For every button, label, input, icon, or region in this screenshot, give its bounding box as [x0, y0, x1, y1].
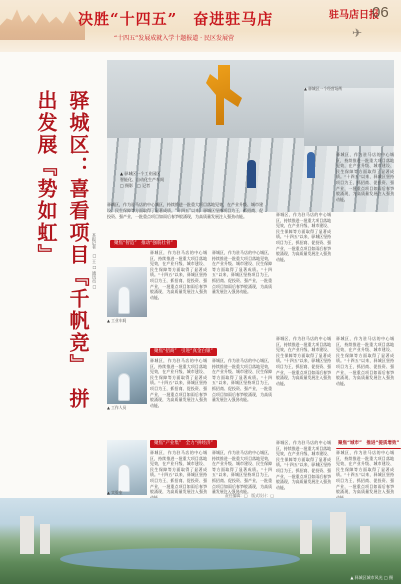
photo-caption: ▲ 实验室 [107, 490, 123, 495]
photo-caption: ▲ 驿城区一个工业园区 智能化、自动化生产车间 □ 摄影 □ 记者 [120, 171, 164, 188]
photo-workers [107, 352, 147, 404]
intro-paragraph: 驿城区，作为驻马店的中心城区，持续推进一批重大项目落地见效，在产业升级、城市建设、民生保障等方面取得了显著成绩。“十四五”以来，驿城区坚持项目为王，抓招商、促投资、强产业，一批重点项目如雨后春笋般涌现，为高质量发展注入强劲动能。 [107, 202, 264, 219]
article-column: 驿城区，作为驻马店的中心城区，持续推进一批重大项目落地见效，在产业升级、城市建设、民生保障等方面取得了显著成绩。“十四五”以来，驿城区坚持项目为王，抓招商、促投资、强产业，一批重点项目如雨后春笋般涌现，为高质量发展注入强劲动能。 [212, 250, 272, 295]
page-subtitle: “十四五”发展成就入学十题报道 · 民区发展营 [114, 35, 234, 42]
building-image [40, 524, 50, 554]
robot-photo-right [304, 88, 394, 146]
article-column: 驿城区，作为驻马店的中心城区，持续推进一批重大项目落地见效，在产业升级、城市建设、民生保障等方面取得了显著成绩。“十四五”以来，驿城区坚持项目为王，抓招商、促投资、强产业，一批重点项目如雨后春笋般涌现，为高质量发展注入强劲动能。 [276, 336, 331, 386]
article-column: 驿城区，作为驻马店的中心城区，持续推进一批重大项目落地见效，在产业升级、城市建设、民生保障等方面取得了显著成绩。“十四五”以来，驿城区坚持项目为王，抓招商、促投资、强产业，一批重点项目如雨后春笋般涌现，为高质量发展注入强劲动能。 [212, 450, 272, 495]
article-column: 驿城区，作为驻马店的中心城区，持续推进一批重大项目落地见效，在产业升级、城市建设、民生保障等方面取得了显著成绩。“十四五”以来，驿城区坚持项目为王，抓招商、促投资、强产业，一批重点项目如雨后春笋般涌现，为高质量发展注入强劲动能。 [212, 358, 272, 403]
section-heading-1: 聚焦“智造” 推动“强筋壮骨” [110, 240, 177, 248]
masthead [0, 0, 401, 52]
article-column: 驿城区，作为驻马店的中心城区，持续推进一批重大项目落地见效，在产业升级、城市建设、民生保障等方面取得了显著成绩。“十四五”以来，驿城区坚持项目为王，抓招商、促投资、强产业，一批重点项目如雨后春笋般涌现，为高质量发展注入强劲 [150, 450, 207, 495]
photo-caption: ▲ 工业车间 [107, 318, 127, 323]
building-image [20, 516, 34, 554]
byline: 本报记者 □ 王 □ 通讯员 □ [92, 233, 97, 290]
headline: 驿城区：喜看项目『千帆竞』 拼出发展『势如虹』 [34, 90, 90, 410]
lake-image [60, 548, 300, 570]
article-column: 驿城区，作为驻马店的中心城区，持续推进一批重大项目落地见效，在产业升级、城市建设、民生保障等方面取得了显著成绩。“十四五”以来，驿城区坚持项目为王，抓招商、促投资、强产业，一批重点项目如雨后春笋般涌现，为高质量发展注入强劲 [336, 450, 394, 495]
article-column: 驿城区，作为驻马店的中心城区，持续推进一批重大项目落地见效，在产业升级、城市建设、民生保障等方面取得了显著成绩。“十四五”以来，驿城区坚持项目为王，抓招商、促投资、强产业，一批重点项目如雨后春笋般涌现，为高质量发展注入强劲动能。 [276, 440, 331, 490]
photo-label: ▲ 驿城区一个经营场所 [304, 86, 343, 91]
page-title: 决胜“十四五” 奋进驻马店 [78, 10, 274, 28]
section-heading-3: 聚焦“产业集” 全力“拼经济” [150, 440, 217, 448]
panorama-caption: ▲ 驿城区城市风光 □ 摄 [350, 575, 393, 580]
building-image [300, 520, 312, 554]
article-column: 驿城区，作为驻马店的中心城区，持续推进一批重大项目落地见效，在产业升级、城市建设、民生保障等方面取得了显著成绩。“十四五”以来，驿城区坚持项目为王，抓招商、促投资、强产业，一批重点项目如雨后春笋般涌现，为高质量发展注入强劲动能。 [336, 336, 394, 386]
building-image [360, 526, 370, 554]
photo-caption: ▲ 工作人员 [107, 405, 127, 410]
article-column: 驿城区，作为驻马店的中心城区，持续推进一批重大项目落地见效，在产业升级、城市建设、民生保障等方面取得了显著成绩。“十四五”以来，驿城区坚持项目为王，抓招商、促投资、强产业，一批重点项目如雨后春笋般涌现，为高质量发展注入强劲动能。 [150, 358, 207, 408]
section-heading-2: 聚焦“招商” 引进“真金白银” [150, 348, 217, 356]
section-heading-4: 聚焦“城市” 推进“提质增效” [336, 440, 401, 449]
photo-laboratory [107, 440, 147, 495]
robot-arm-image [202, 65, 242, 125]
city-panorama-photo [0, 498, 401, 584]
article-column: 驿城区，作为驻马店的中心城区，持续推进一批重大项目落地见效，在产业升级、城市建设、民生保障等方面取得了显著成绩。“十四五”以来，驿城区坚持项目为王，抓招商、促投资、强产业，一批重点项目如雨后春笋般涌现，为高质量发展注入强劲动能。 [276, 212, 331, 262]
airplane-icon: ✈ [352, 26, 363, 40]
worker-figure [307, 152, 315, 178]
editor-credit: 责任编辑：□ 版式设计：□ [225, 493, 274, 498]
article-column: 驿城区，作为驻马店的中心城区，持续推进一批重大项目落地见效，在产业升级、城市建设、民生保障等方面取得了显著成绩。“十四五”以来，驿城区坚持项目为王，抓招商、促投资、强产业，一批重点项目如雨后春笋般涌现，为高质量发展注入强劲动能。 [336, 152, 394, 202]
photo-workshop [107, 267, 147, 317]
page-number: 06 [372, 4, 389, 21]
building-image [330, 512, 346, 554]
skyline-illustration [0, 4, 85, 40]
newspaper-name: 驻马店日报 [329, 10, 379, 21]
article-column: 驿城区，作为驻马店的中心城区，持续推进一批重大项目落地见效，在产业升级、城市建设、民生保障等方面取得了显著成绩。“十四五”以来，驿城区坚持项目为王，抓招商、促投资、强产业，一批重点项目如雨后春笋般涌现，为高质量发展注入强劲动能。 [150, 250, 207, 300]
worker-figure [247, 160, 256, 188]
